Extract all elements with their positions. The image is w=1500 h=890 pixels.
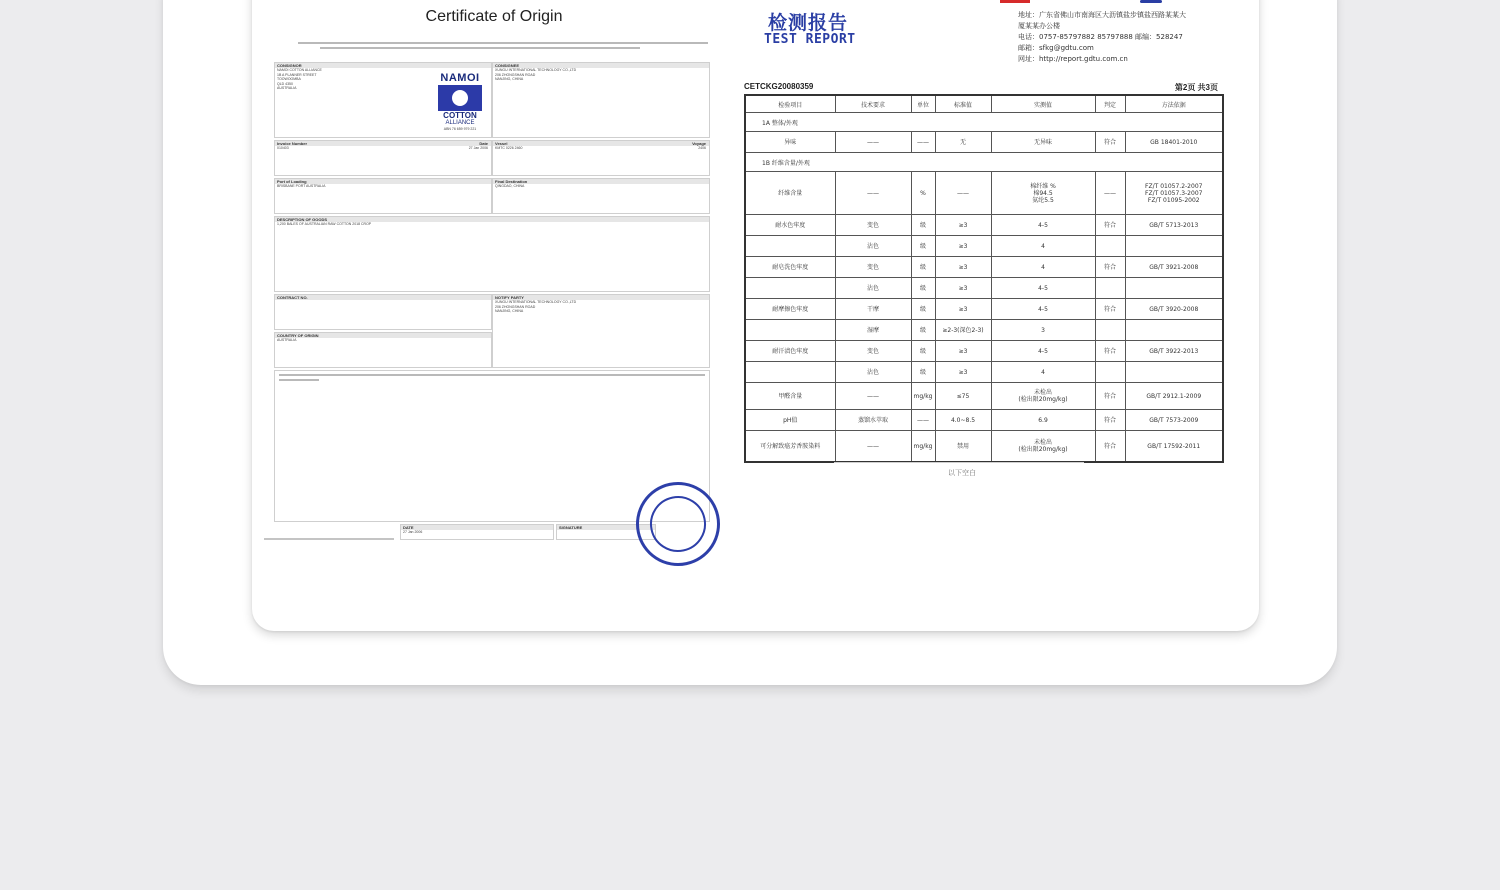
table-cell: 变色 — [835, 257, 911, 278]
cotton-flower-icon — [438, 85, 482, 111]
report-red-mark — [1000, 0, 1030, 3]
table-cell: GB/T 17592-2011 — [1125, 431, 1223, 463]
table-cell: 异味 — [745, 132, 835, 153]
contact-line: 电话：0757-85797882 85797888 邮编：528247 — [1018, 33, 1183, 41]
test-report — [742, 0, 1232, 520]
date-label: Date — [479, 141, 488, 146]
table-row — [745, 383, 1223, 410]
table-cell: 蒸馏水萃取 — [835, 410, 911, 431]
table-cell: —— — [835, 431, 911, 463]
table-cell: ≥3 — [935, 236, 991, 257]
table-cell: 沾色 — [835, 278, 911, 299]
logo-alliance-text: ALLIANCE — [445, 120, 475, 126]
table-row — [745, 278, 1223, 299]
destination-label: Final Destination — [493, 179, 709, 184]
column-header: 实测值 — [991, 95, 1095, 113]
contact-line: 厦某某办公楼 — [1018, 22, 1060, 30]
table-cell: 符合 — [1095, 299, 1125, 320]
table-cell: —— — [1095, 172, 1125, 215]
logo-cotton-text: COTTON — [443, 111, 477, 120]
report-title-en: TEST REPORT — [764, 32, 856, 47]
table-cell — [745, 362, 835, 383]
consignee-line: NANJING, CHINA — [495, 77, 524, 81]
table-row — [745, 341, 1223, 362]
table-cell: —— — [835, 132, 911, 153]
consignee-box — [492, 62, 710, 138]
consignee-line: 206 ZHONGSHAN ROAD — [495, 72, 536, 77]
stamp-emblem-icon — [645, 491, 711, 557]
table-cell: GB/T 2912.1-2009 — [1125, 383, 1223, 410]
table-cell: 甲醛含量 — [745, 383, 835, 410]
table-cell: ≤75 — [935, 383, 991, 410]
voyage-label: Voyage — [692, 141, 706, 146]
table-row — [745, 257, 1223, 278]
certificate-title: Certificate of Origin — [425, 8, 563, 25]
vessel-value: KMTC 0226 2460 — [495, 146, 523, 150]
table-cell — [1125, 362, 1223, 383]
table-cell: GB/T 3922-2013 — [1125, 341, 1223, 362]
consignor-line: NAMOI COTTON ALLIANCE — [277, 68, 322, 72]
certificate-intro — [298, 42, 708, 52]
table-cell: GB/T 3920-2008 — [1125, 299, 1223, 320]
section-title: 1B 纤维含量/外观 — [745, 153, 1223, 172]
table-cell: FZ/T 01057.2-2007 FZ/T 01057.3-2007 FZ/T 01095-2002 — [1125, 172, 1223, 215]
table-cell: 级 — [911, 236, 935, 257]
table-cell: —— — [911, 410, 935, 431]
table-cell: 变色 — [835, 341, 911, 362]
table-cell: 禁用 — [935, 431, 991, 463]
table-cell: ≥3 — [935, 362, 991, 383]
table-cell: 沾色 — [835, 236, 911, 257]
report-footer-rule — [834, 462, 1084, 463]
port-value: BRISBANE PORT AUSTRALIA — [277, 184, 326, 188]
date-value: 27 Jan 2006 — [468, 146, 488, 150]
table-cell — [1125, 236, 1223, 257]
table-cell: 符合 — [1095, 431, 1125, 463]
voyage-value: 2406 — [698, 146, 706, 150]
contact-line: 邮箱：sfkg@gdtu.com — [1018, 44, 1094, 52]
vessel-label: Vessel — [495, 141, 508, 146]
table-cell: —— — [935, 172, 991, 215]
table-cell: ≥3 — [935, 215, 991, 236]
notify-line: XUNGU INTERNATIONAL TECHNOLOGY CO.,LTD — [495, 300, 577, 304]
table-cell: —— — [835, 172, 911, 215]
table-cell: ≥3 — [935, 341, 991, 362]
table-cell: 沾色 — [835, 362, 911, 383]
logo-namoi-text: NAMOI — [440, 72, 480, 84]
table-cell: ≥3 — [935, 299, 991, 320]
table-cell — [1125, 320, 1223, 341]
table-row — [745, 362, 1223, 383]
vessel-box — [492, 140, 710, 176]
report-number: CETCKG20080359 — [744, 82, 814, 91]
table-cell: 4-5 — [991, 341, 1095, 362]
table-cell: 级 — [911, 362, 935, 383]
table-cell: 3 — [991, 320, 1095, 341]
table-cell: 符合 — [1095, 383, 1125, 410]
table-cell — [1095, 320, 1125, 341]
report-page-info: 第2页 共3页 — [1174, 83, 1218, 92]
table-cell — [1125, 278, 1223, 299]
table-cell: 湿摩 — [835, 320, 911, 341]
column-header: 单位 — [911, 95, 935, 113]
table-cell: 级 — [911, 341, 935, 362]
table-cell — [1095, 236, 1125, 257]
table-cell: 符合 — [1095, 257, 1125, 278]
column-header: 标准值 — [935, 95, 991, 113]
table-cell: pH值 — [745, 410, 835, 431]
contract-box — [274, 294, 492, 330]
table-cell — [1095, 278, 1125, 299]
table-cell: 未检出 (检出限20mg/kg) — [991, 383, 1095, 410]
notify-line: 206 ZHONGSHAN ROAD — [495, 304, 536, 309]
port-of-loading-box — [274, 178, 492, 214]
table-cell: 4-5 — [991, 215, 1095, 236]
table-cell: 耐皂洗色牢度 — [745, 257, 835, 278]
date-box — [400, 524, 554, 540]
consignor-line: QLD 4350 — [277, 81, 293, 86]
description-label: DESCRIPTION OF GOODS — [275, 217, 709, 222]
table-cell: ≥2-3(深色2-3) — [935, 320, 991, 341]
table-cell: 级 — [911, 257, 935, 278]
table-section-row — [745, 113, 1223, 132]
table-cell: % — [911, 172, 935, 215]
date2-label: DATE — [401, 525, 553, 530]
table-cell: 符合 — [1095, 215, 1125, 236]
table-cell: 干摩 — [835, 299, 911, 320]
date2-value: 27 Jan 2006 — [403, 530, 423, 534]
table-row — [745, 215, 1223, 236]
certificate-of-origin — [274, 0, 714, 580]
country-label: COUNTRY OF ORIGIN — [275, 333, 491, 338]
consignee-line: XUNGU INTERNATIONAL TECHNOLOGY CO.,LTD — [495, 68, 577, 72]
table-cell: 4 — [991, 257, 1095, 278]
consignor-line: AUSTRALIA — [277, 86, 297, 90]
table-cell: 4 — [991, 236, 1095, 257]
port-label: Port of Loading — [275, 179, 491, 184]
footer-rule — [264, 538, 394, 540]
table-header-row — [745, 95, 1223, 113]
table-cell: GB/T 7573-2009 — [1125, 410, 1223, 431]
consignor-line: 1B A PLANNER STREET — [277, 72, 317, 77]
table-cell — [745, 236, 835, 257]
table-row — [745, 172, 1223, 215]
country-value: AUSTRALIA — [277, 338, 297, 342]
table-row — [745, 320, 1223, 341]
table-cell: 级 — [911, 299, 935, 320]
column-header: 方法依据 — [1125, 95, 1223, 113]
description-value: 1,200 BALES OF AUSTRALIAN RAW COTTON 2018 CROP — [277, 222, 372, 226]
table-cell: 级 — [911, 278, 935, 299]
table-cell: 4-5 — [991, 278, 1095, 299]
table-cell — [745, 278, 835, 299]
table-cell: 纤维含量 — [745, 172, 835, 215]
destination-value: QINGDAO, CHINA — [495, 184, 525, 188]
report-title-cn: 检测报告 — [768, 12, 849, 34]
results-table — [744, 94, 1224, 463]
notify-label: NOTIFY PARTY — [493, 295, 709, 300]
column-header: 检验项目 — [745, 95, 835, 113]
report-footer: 以下空白 — [948, 470, 976, 477]
table-cell: 符合 — [1095, 341, 1125, 362]
table-cell: GB/T 5713-2013 — [1125, 215, 1223, 236]
table-section-row — [745, 153, 1223, 172]
table-cell: 符合 — [1095, 132, 1125, 153]
consignor-label: CONSIGNOR — [275, 63, 491, 68]
invoice-value: 010403 — [277, 146, 289, 150]
table-cell: GB/T 3921-2008 — [1125, 257, 1223, 278]
table-cell: —— — [911, 132, 935, 153]
table-cell: 耐摩擦色牢度 — [745, 299, 835, 320]
table-cell: 可分解致癌芳香胺染料 — [745, 431, 835, 463]
contract-label: CONTRACT NO. — [275, 295, 491, 300]
table-cell: 未检出 (检出限20mg/kg) — [991, 431, 1095, 463]
table-row — [745, 132, 1223, 153]
consignor-line: TOOWOOMBA — [277, 77, 301, 81]
consignee-label: CONSIGNEE — [493, 63, 709, 68]
table-row — [745, 410, 1223, 431]
table-cell: 级 — [911, 215, 935, 236]
report-blue-mark — [1140, 0, 1162, 3]
table-cell: 4-5 — [991, 299, 1095, 320]
logo-abn-text: ABN 76 659 979 221 — [443, 127, 477, 131]
table-row — [745, 299, 1223, 320]
notify-party-box — [492, 294, 710, 368]
table-cell: 4 — [991, 362, 1095, 383]
table-row — [745, 431, 1223, 463]
table-cell: 4.0~8.5 — [935, 410, 991, 431]
table-cell: ≥3 — [935, 257, 991, 278]
contact-line: 网址：http://report.gdtu.com.cn — [1018, 55, 1128, 63]
invoice-box — [274, 140, 492, 176]
section-title: 1A 整体/外观 — [745, 113, 1223, 132]
final-destination-box — [492, 178, 710, 214]
table-cell: 耐汗渍色牢度 — [745, 341, 835, 362]
table-cell: 变色 — [835, 215, 911, 236]
country-of-origin-box — [274, 332, 492, 368]
table-cell — [745, 320, 835, 341]
table-cell: —— — [835, 383, 911, 410]
table-cell: 级 — [911, 320, 935, 341]
table-cell: mg/kg — [911, 383, 935, 410]
table-cell: ≥3 — [935, 278, 991, 299]
notify-line: NANJING, CHINA — [495, 309, 524, 313]
table-cell: 6.9 — [991, 410, 1095, 431]
description-box — [274, 216, 710, 292]
table-cell: 无异味 — [991, 132, 1095, 153]
table-cell: 符合 — [1095, 410, 1125, 431]
column-header: 判定 — [1095, 95, 1125, 113]
report-contact — [1018, 10, 1228, 65]
column-header: 技术要求 — [835, 95, 911, 113]
contact-line: 地址：广东省佛山市南海区大沥镇盐步镇盐西路某某大 — [1018, 11, 1186, 19]
table-cell: 耐水色牢度 — [745, 215, 835, 236]
table-row — [745, 236, 1223, 257]
table-cell: mg/kg — [911, 431, 935, 463]
table-cell: 无 — [935, 132, 991, 153]
invoice-label: Invoice Number — [277, 141, 308, 146]
table-cell: GB 18401-2010 — [1125, 132, 1223, 153]
document-card — [252, 0, 1259, 631]
signature-label: SIGNATURE — [557, 525, 655, 530]
table-cell — [1095, 362, 1125, 383]
namoi-cotton-logo — [432, 72, 488, 132]
table-cell: 棉纤维 % 棉94.5 氨纶5.5 — [991, 172, 1095, 215]
